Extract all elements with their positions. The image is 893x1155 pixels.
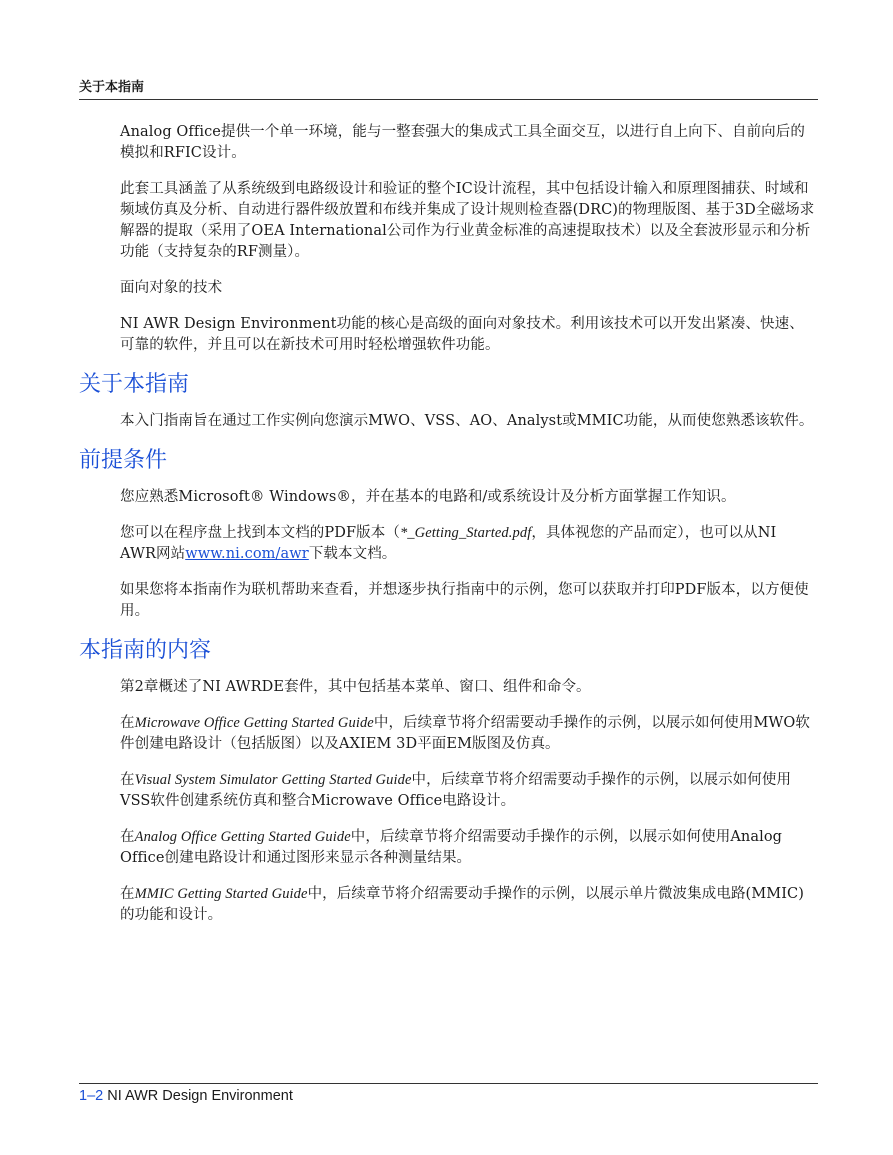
guide-title: MMIC Getting Started Guide <box>134 886 308 902</box>
pdf-filename: *_Getting_Started.pdf <box>399 525 532 541</box>
guide-item <box>120 884 815 926</box>
about-heading: 关于本指南 <box>79 372 190 397</box>
text: ，具体视您的产品而定），也可以从NI AWR网站 <box>120 525 777 562</box>
prereq-paragraph-2 <box>120 523 815 565</box>
text: 中，后续章节将介绍需要动手操作的示例，以展示如何使用Analog Office创建电路设计和通过图形来显示各种测量结果。 <box>120 829 783 866</box>
awr-website-link[interactable]: www.ni.com/awr <box>185 546 309 562</box>
contents-paragraph-1: 第2章概述了NI AWRDE套件，其中包括基本菜单、窗口、组件和命令。 <box>120 679 591 695</box>
prereq-paragraph-3: 如果您将本指南作为联机帮助来查看，并想逐步执行指南中的示例，您可以获取并打印PDF版本，以方便使用。 <box>120 582 809 619</box>
footer-title: NI AWR Design Environment <box>107 1088 293 1104</box>
intro-paragraph-3: NI AWR Design Environment功能的核心是高级的面向对象技术。利用该技术可以开发出紧凑、快速、可靠的软件，并且可以在新技术可用时轻松增强软件功能。 <box>120 316 804 353</box>
guide-item <box>120 827 815 869</box>
text: 中，后续章节将介绍需要动手操作的示例，以展示单片微波集成电路(MMIC)的功能和设计。 <box>120 886 804 923</box>
text: 在 <box>120 715 135 731</box>
intro-paragraph-2: 此套工具涵盖了从系统级到电路级设计和验证的整个IC设计流程，其中包括设计输入和原理图捕获、时域和频域仿真及分析、自动进行器件级放置和布线并集成了设计规则检查器(DRC)的物理版图、基于3D全磁场求解器的提取（采用了OEA International公司作为行业黄金标准的高速提取技术）以及全套波形显示和分析功能（支持复杂的RF测量）。 <box>120 181 815 260</box>
prereq-paragraph-1: 您应熟悉Microsoft® Windows®，并在基本的电路和/或系统设计及分析方面掌握工作知识。 <box>120 489 736 505</box>
text: 在 <box>120 829 135 845</box>
about-paragraph: 本入门指南旨在通过工作实例向您演示MWO、VSS、AO、Analyst或MMIC功能，从而使您熟悉该软件。 <box>120 413 814 429</box>
text: 在 <box>120 886 135 902</box>
text: 中，后续章节将介绍需要动手操作的示例，以展示如何使用VSS软件创建系统仿真和整合Microwave Office电路设计。 <box>120 772 792 809</box>
guide-title: Analog Office Getting Started Guide <box>134 829 351 845</box>
page-footer <box>79 1083 818 1104</box>
prereq-heading: 前提条件 <box>79 448 168 473</box>
guide-item <box>120 770 815 812</box>
guide-title: Microwave Office Getting Started Guide <box>134 715 374 731</box>
guide-item <box>120 713 815 755</box>
page-number: 1–2 <box>79 1088 104 1104</box>
text: 您可以在程序盘上找到本文档的PDF版本（ <box>120 525 400 541</box>
page-body <box>79 122 815 941</box>
running-header: 关于本指南 <box>79 80 818 100</box>
contents-heading: 本指南的内容 <box>79 638 212 663</box>
text: 在 <box>120 772 135 788</box>
text: 下载本文档。 <box>308 546 397 562</box>
guide-title: Visual System Simulator Getting Started Guide <box>134 772 412 788</box>
text: 中，后续章节将介绍需要动手操作的示例，以展示如何使用MWO软件创建电路设计（包括版图）以及AXIEM 3D平面EM版图及仿真。 <box>120 715 810 752</box>
intro-subheading: 面向对象的技术 <box>120 280 223 296</box>
intro-paragraph-1: Analog Office提供一个单一环境，能与一整套强大的集成式工具全面交互，以进行自上向下、自前向后的模拟和RFIC设计。 <box>120 124 805 161</box>
